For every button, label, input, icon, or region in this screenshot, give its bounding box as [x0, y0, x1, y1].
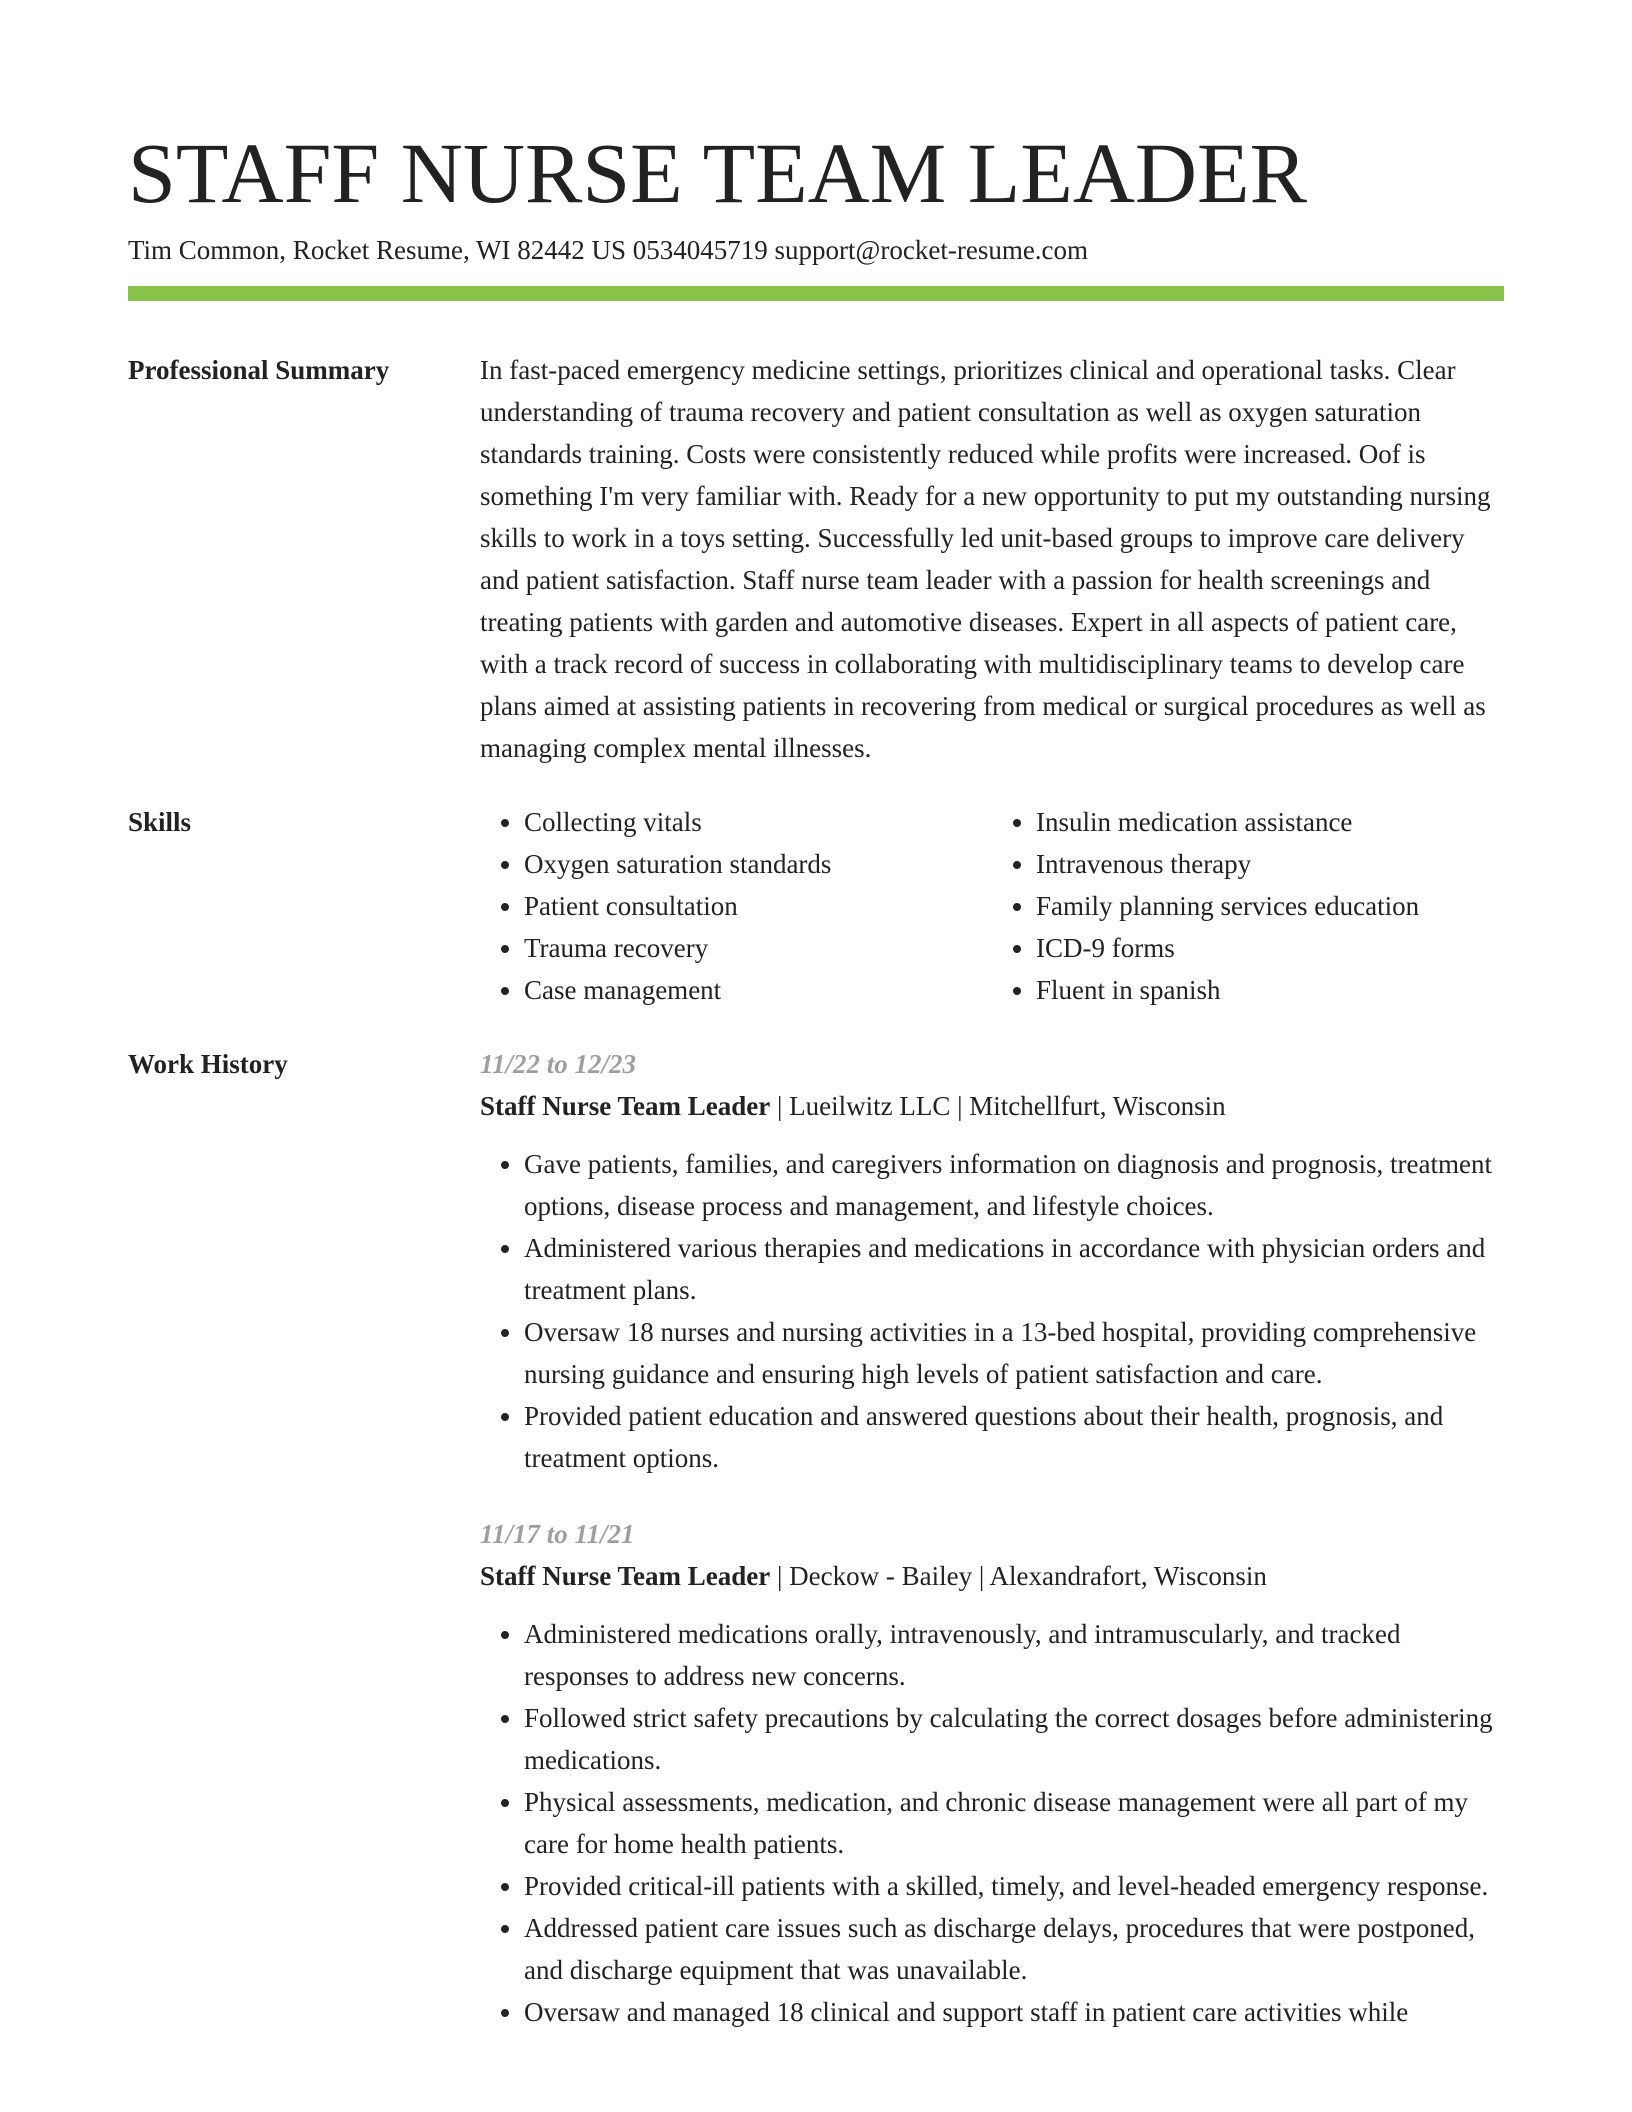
- job-bullet: • Oversaw 18 nurses and nursing activities in a 13-bed hospital, providing comprehensive nursing guidance and ensuring high levels of patient satisfaction and care.: [524, 1311, 1504, 1395]
- job-dates: 11/17 to 11/21: [480, 1519, 635, 1549]
- job-bullet: • Physical assessments, medication, and chronic disease management were all part of my care for home health patients.: [524, 1781, 1504, 1865]
- summary-label: Professional Summary: [128, 355, 390, 385]
- skill-item: • Case management: [524, 969, 992, 1011]
- skills-list-left: [480, 801, 992, 1011]
- skill-item: • Family planning services education: [1036, 885, 1504, 927]
- job-entry: [480, 1043, 1504, 1479]
- skill-item: • Fluent in spanish: [1036, 969, 1504, 1011]
- job-employer-location: | Lueilwitz LLC | Mitchellfurt, Wisconsin: [770, 1091, 1226, 1121]
- summary-body: [480, 349, 1504, 769]
- job-title: Staff Nurse Team Leader: [480, 1561, 771, 1591]
- job-bullet: • Addressed patient care issues such as discharge delays, procedures that were postponed, and discharge equipment that was unavailable.: [524, 1907, 1504, 1991]
- skill-item: • Intravenous therapy: [1036, 843, 1504, 885]
- job-bullet: • Oversaw and managed 18 clinical and support staff in patient care activities while: [524, 1991, 1504, 2033]
- job-title: Staff Nurse Team Leader: [480, 1091, 771, 1121]
- job-bullet: • Provided critical-ill patients with a skilled, timely, and level-headed emergency response.: [524, 1865, 1504, 1907]
- skills-label: Skills: [128, 807, 192, 837]
- header-divider: [128, 286, 1504, 301]
- skill-item: • Trauma recovery: [524, 927, 992, 969]
- job-bullet: • Followed strict safety precautions by calculating the correct dosages before administering medications.: [524, 1697, 1504, 1781]
- job-bullet: • Provided patient education and answered questions about their health, prognosis, and treatment options.: [524, 1395, 1504, 1479]
- job-bullet: • Administered various therapies and medications in accordance with physician orders and treatment plans.: [524, 1227, 1504, 1311]
- job-bullets: [480, 1613, 1504, 2033]
- job-bullet: • Administered medications orally, intravenously, and intramuscularly, and tracked responses to address new concerns.: [524, 1613, 1504, 1697]
- skills-body: [480, 801, 1504, 1011]
- job-title-line: [480, 1085, 1504, 1127]
- job-dates: 11/22 to 12/23: [480, 1049, 637, 1079]
- job-title-line: [480, 1555, 1504, 1597]
- skill-item: • Collecting vitals: [524, 801, 992, 843]
- work-history-label: Work History: [128, 1049, 288, 1079]
- skills-list-right: [992, 801, 1504, 1011]
- job-bullet: • Gave patients, families, and caregivers information on diagnosis and prognosis, treatment options, disease process and management, and lifestyle choices.: [524, 1143, 1504, 1227]
- job-employer-location: | Deckow - Bailey | Alexandrafort, Wisconsin: [770, 1561, 1267, 1591]
- skill-item: • Insulin medication assistance: [1036, 801, 1504, 843]
- job-bullets: [480, 1143, 1504, 1479]
- contact-line: Tim Common, Rocket Resume, WI 82442 US 0534045719 support@rocket-resume.com: [128, 235, 1089, 265]
- resume-title: STAFF NURSE TEAM LEADER: [128, 125, 1307, 221]
- skill-item: • Patient consultation: [524, 885, 992, 927]
- skill-item: • Oxygen saturation standards: [524, 843, 992, 885]
- summary-text: In fast-paced emergency medicine settings, prioritizes clinical and operational tasks. Clear understanding of trauma recovery and patient consultation as well as oxygen saturation standards training. Costs were consistently reduced while profits were increased. Oof is something I'm very familiar with. Ready for a new opportunity to put my outstanding nursing skills to work in a toys setting. Successfully led unit-based groups to improve care delivery and patient satisfaction. Staff nurse team leader with a passion for health screenings and treating patients with garden and automotive diseases. Expert in all aspects of patient care, with a track record of success in collaborating with multidisciplinary teams to develop care plans aimed at assisting patients in recovering from medical or surgical procedures as well as managing complex mental illnesses.: [480, 355, 1491, 763]
- job-entry: [480, 1513, 1504, 2033]
- skill-item: • ICD-9 forms: [1036, 927, 1504, 969]
- work-history-body: [480, 1043, 1504, 2067]
